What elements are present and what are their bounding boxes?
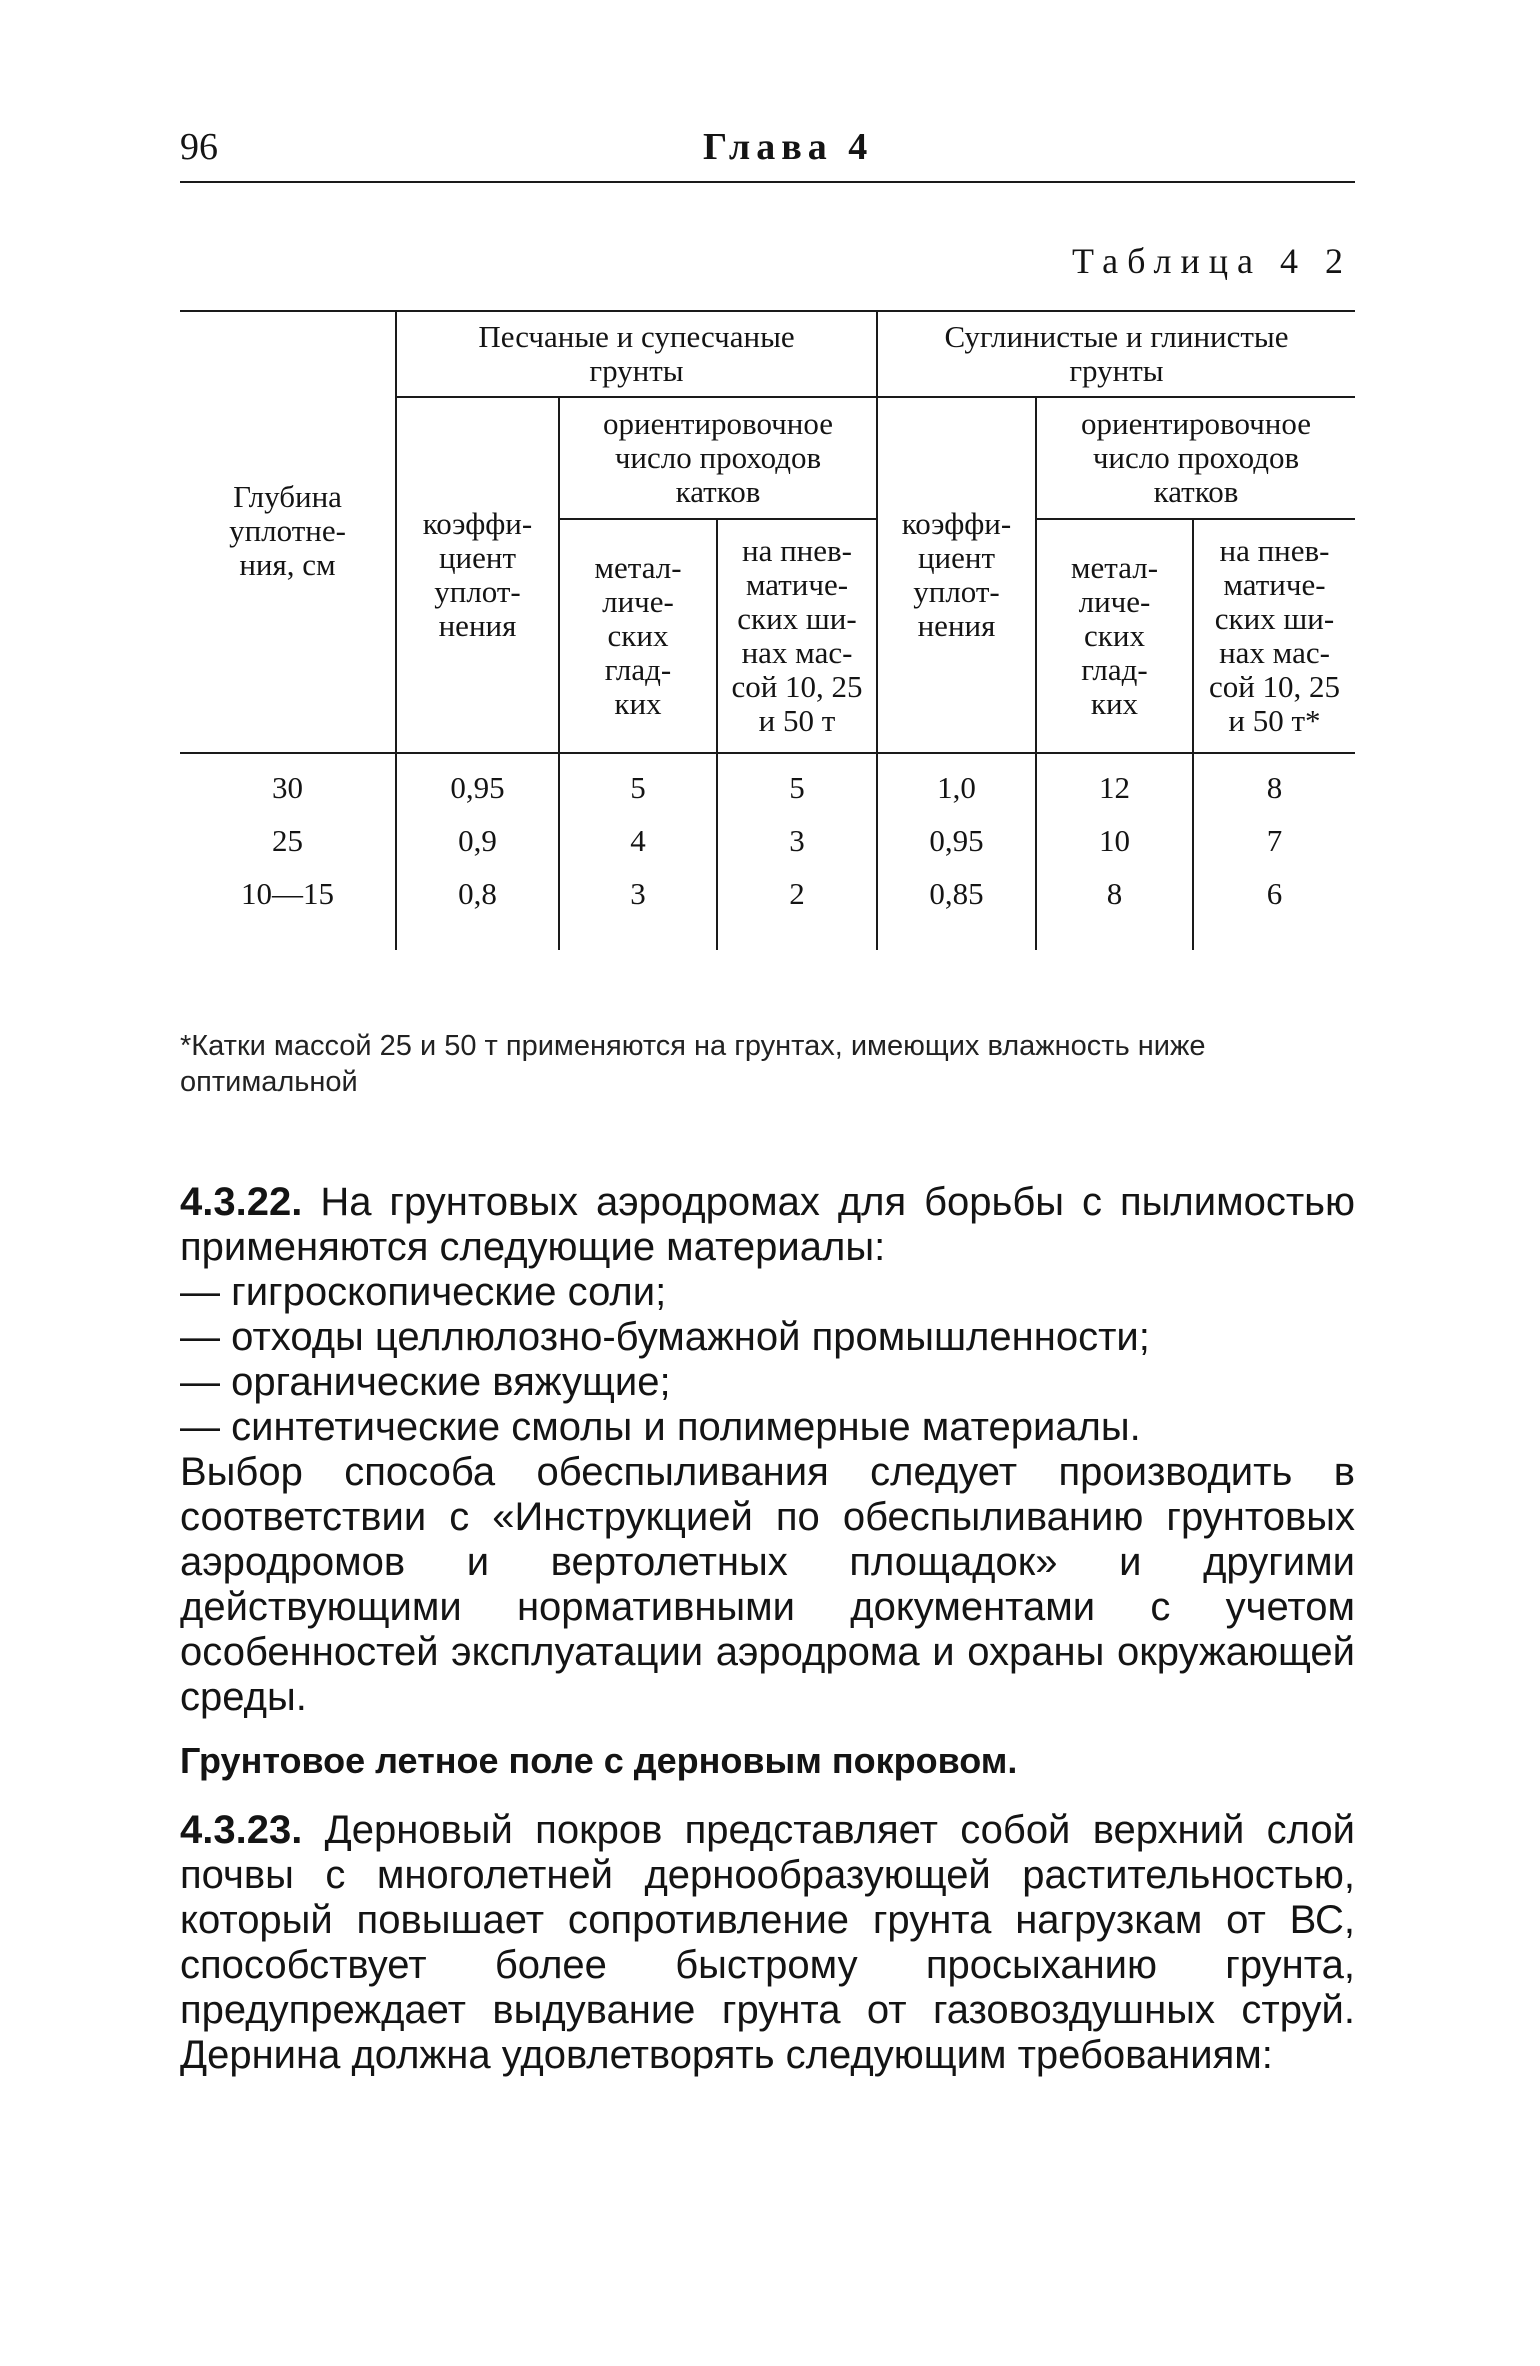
cell-sand-pneumatic: 3 (789, 823, 805, 858)
table-footnote: *Катки массой 25 и 50 т применяются на грунтах, имеющих влажность ниже оптимальной (180, 1030, 1206, 1098)
cell-sand-smooth: 4 (630, 823, 646, 858)
cell-clay-smooth: 10 (1099, 823, 1130, 858)
cell-clay-pneumatic: 7 (1266, 823, 1283, 858)
header-depth: Глубина уплотне- ния, см (229, 479, 346, 582)
cell-clay-coef: 1,0 (937, 770, 976, 805)
header-clay-passes: ориентировочное число проходов катков (1080, 406, 1312, 509)
cell-sand-coef: 0,9 (458, 823, 497, 858)
header-sand-coef: коэффи- циент уплот- нения (422, 506, 533, 643)
header-sand-group: Песчаные и супесчаные грунты (478, 319, 795, 388)
header-sand-passes: ориентировочное число проходов катков (602, 406, 834, 509)
cell-depth: 30 (272, 770, 303, 805)
cell-depth: 10—15 (241, 876, 334, 911)
page-header (180, 125, 1355, 185)
header-clay-smooth: метал- личе- ских глад- ких (1070, 550, 1159, 721)
list-item: — синтетические смолы и полимерные материалы. (180, 1405, 1141, 1449)
header-sand-smooth: метал- личе- ских глад- ких (594, 550, 682, 721)
header-clay-pneumatic: на пнев- матиче- ских ши- нах мас- сой 10, 25 и 50 т* (1208, 533, 1341, 738)
cell-sand-smooth: 3 (630, 876, 646, 911)
list-item: — отходы целлюлозно-бумажной промышленности; (180, 1315, 1150, 1359)
section-text: Дерновый покров представляет собой верхний слой почвы с многолетней дернообразующей растительностью, который повышает сопротивление грунта нагрузкам от ВС, способствует более быстрому просыханию грунта, предупреждает выдувание грунта от газовоздушных струй. Дернина должна удовлетворять следующим требованиям: (180, 1808, 1355, 2077)
cell-clay-smooth: 8 (1106, 876, 1123, 911)
cell-clay-coef: 0,85 (929, 876, 984, 911)
section-4-3-23 (180, 1808, 1355, 2078)
cell-sand-coef: 0,8 (458, 876, 497, 911)
cell-sand-pneumatic: 5 (789, 770, 805, 805)
section-intro (180, 1180, 1355, 1270)
cell-sand-coef: 0,95 (450, 770, 505, 805)
cell-clay-smooth: 12 (1099, 770, 1130, 805)
chapter-title: Глава 4 (703, 126, 874, 168)
table-caption: Таблица 4 2 (1072, 241, 1352, 281)
section-paragraph: Выбор способа обеспыливания следует производить в соответствии с «Инструкцией по обеспыливанию грунтовых аэродромов и вертолетных площадок» и другими действующими нормативными документами с учетом особенностей эксплуатации аэродрома и охраны окружающей среды. (180, 1450, 1355, 1719)
list-item: — органические вяжущие; (180, 1360, 671, 1404)
header-sand-pneumatic: на пнев- матиче- ских ши- нах мас- сой 10, 25 и 50 т (731, 533, 863, 738)
page-number: 96 (180, 126, 218, 168)
section-number: 4.3.22. (180, 1180, 303, 1224)
header-clay-group: Суглинистые и глинистые грунты (944, 319, 1289, 388)
section-4-3-22 (180, 1180, 1355, 1720)
header-clay-coef: коэффи- циент уплот- нения (901, 506, 1012, 643)
cell-depth: 25 (272, 823, 303, 858)
data-table (180, 310, 1355, 950)
header-rule (180, 181, 1355, 183)
section-number: 4.3.23. (180, 1808, 303, 1852)
cell-clay-pneumatic: 6 (1266, 876, 1283, 911)
cell-sand-pneumatic: 2 (789, 876, 805, 911)
subsection-heading: Грунтовое летное поле с дерновым покровом. (180, 1740, 1018, 1781)
list-item: — гигроскопические соли; (180, 1270, 667, 1314)
cell-sand-smooth: 5 (630, 770, 646, 805)
section-paragraph (180, 1808, 1355, 2078)
cell-clay-pneumatic: 8 (1266, 770, 1283, 805)
cell-clay-coef: 0,95 (929, 823, 984, 858)
section-intro-text: На грунтовых аэродромах для борьбы с пылимостью применяются следующие материалы: (180, 1180, 1355, 1269)
table-header-bottom-rule (180, 752, 1355, 754)
